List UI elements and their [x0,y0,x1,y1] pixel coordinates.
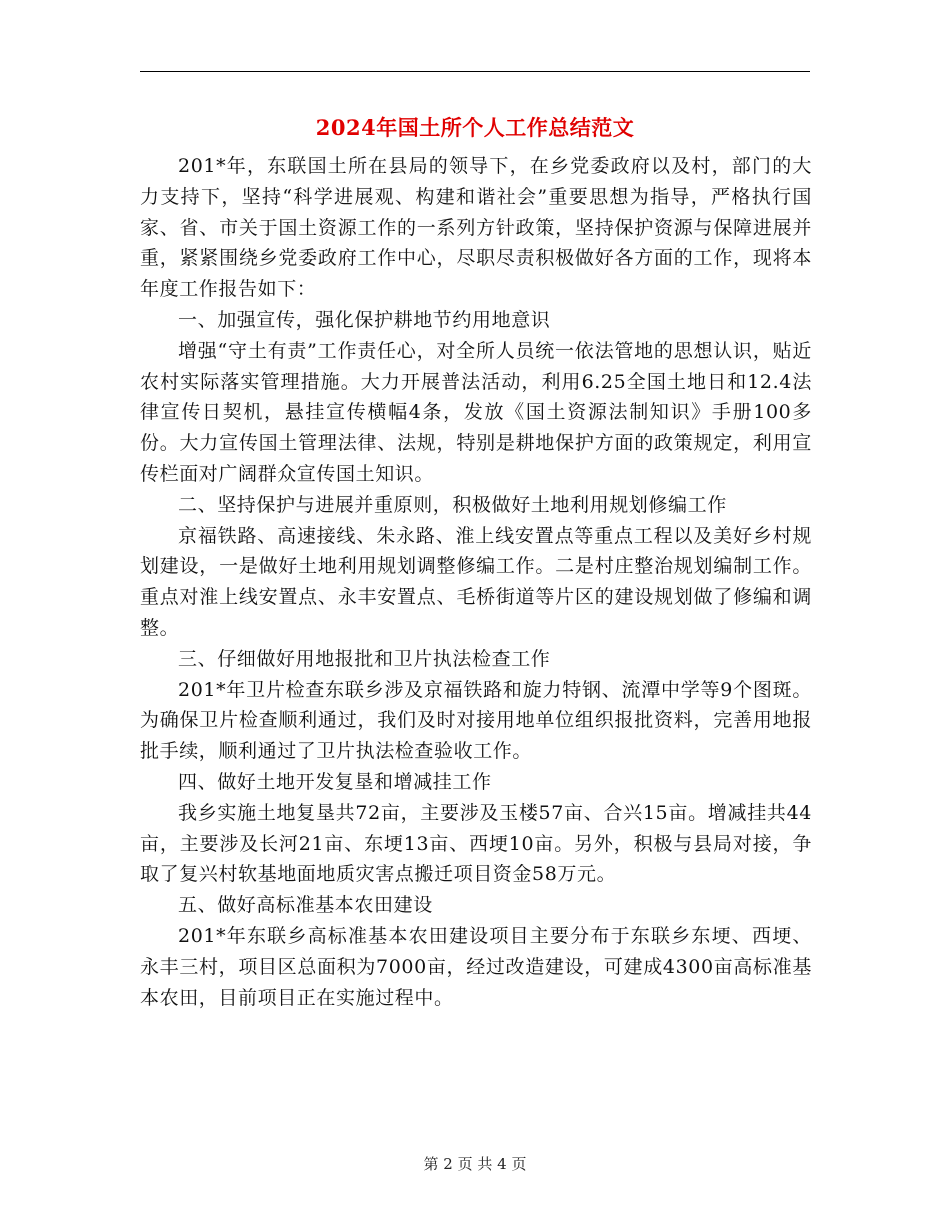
page-number-footer: 第 2 页 共 4 页 [423,1155,527,1173]
section-body-4: 我乡实施土地复垦共72亩，主要涉及玉楼57亩、合兴15亩。增减挂共44亩，主要涉及长河21亩、东埂13亩、西埂10亩。另外，积极与县局对接，争取了复兴村软基地面地质灾害点搬迁项目资金58万元。 [140,801,812,886]
section-body-2: 京福铁路、高速接线、朱永路、淮上线安置点等重点工程以及美好乡村规划建设，一是做好土地利用规划调整修编工作。二是村庄整治规划编制工作。重点对淮上线安置点、永丰安置点、毛桥街道等片区的建设规划做了修编和调整。 [140,524,812,639]
intro-paragraph: 201*年，东联国土所在县局的领导下，在乡党委政府以及村，部门的大力支持下，坚持“科学进展观、构建和谐社会”重要思想为指导，严格执行国家、省、市关于国土资源工作的一系列方针政策，坚持保护资源与保障进展并重，紧紧围绕乡党委政府工作中心，尽职尽责积极做好各方面的工作，现将本年度工作报告如下： [140,155,812,301]
section-heading-3: 三、仔细做好用地报批和卫片执法检查工作 [178,647,551,670]
document-title: 2024年国土所个人工作总结范文 [315,115,635,140]
section-body-5: 201*年东联乡高标准基本农田建设项目主要分布于东联乡东埂、西埂、永丰三村，项目区总面积为7000亩，经过改造建设，可建成4300亩高标准基本农田，目前项目正在实施过程中。 [140,924,812,1009]
section-heading-5: 五、做好高标准基本农田建设 [178,894,433,917]
section-heading-2: 二、坚持保护与进展并重原则，积极做好土地利用规划修编工作 [178,493,727,516]
section-heading-1: 一、加强宣传，强化保护耕地节约用地意识 [178,308,551,331]
document-body [140,151,812,1013]
section-body-1: 增强“守土有责”工作责任心，对全所人员统一依法管地的思想认识，贴近农村实际落实管理措施。大力开展普法活动，利用6.25全国土地日和12.4法律宣传日契机，悬挂宣传横幅4条，发放《国土资源法制知识》手册100多份。大力宣传国土管理法律、法规，特别是耕地保护方面的政策规定，利用宣传栏面对广阔群众宣传国土知识。 [140,339,812,485]
section-body-3: 201*年卫片检查东联乡涉及京福铁路和旋力特钢、流潭中学等9个图斑。为确保卫片检查顺利通过，我们及时对接用地单位组织报批资料，完善用地报批手续，顺利通过了卫片执法检查验收工作。 [140,678,812,763]
section-heading-4: 四、做好土地开发复垦和增减挂工作 [178,770,492,793]
header-rule [140,71,810,72]
